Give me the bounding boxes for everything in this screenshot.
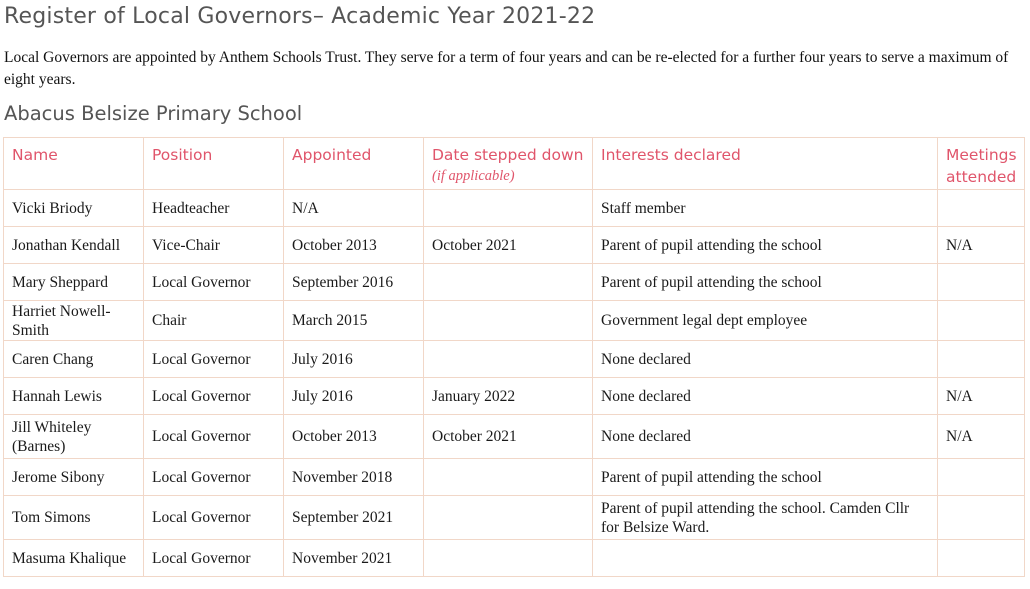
- cell-name: Jerome Sibony: [4, 459, 144, 496]
- table-row: [4, 264, 1025, 301]
- cell-appointed: July 2016: [284, 341, 424, 378]
- cell-meetings: [938, 459, 1025, 496]
- cell-position: Local Governor: [144, 415, 284, 459]
- table-header-row: [4, 138, 1025, 190]
- cell-stepped-down: [424, 540, 593, 577]
- table-row: [4, 341, 1025, 378]
- table-row: [4, 301, 1025, 341]
- cell-position: Local Governor: [144, 341, 284, 378]
- table-row: [4, 227, 1025, 264]
- header-name: Name: [4, 138, 144, 190]
- cell-appointed: November 2018: [284, 459, 424, 496]
- cell-stepped-down: October 2021: [424, 415, 593, 459]
- cell-interests: Staff member: [593, 190, 938, 227]
- cell-appointed: October 2013: [284, 227, 424, 264]
- cell-stepped-down: October 2021: [424, 227, 593, 264]
- cell-stepped-down: [424, 190, 593, 227]
- cell-name: Caren Chang: [4, 341, 144, 378]
- header-interests: Interests declared: [593, 138, 938, 190]
- header-stepped-down-label: Date stepped down: [432, 146, 584, 164]
- cell-appointed: November 2021: [284, 540, 424, 577]
- cell-appointed: July 2016: [284, 378, 424, 415]
- cell-appointed: September 2016: [284, 264, 424, 301]
- cell-meetings: [938, 341, 1025, 378]
- cell-position: Local Governor: [144, 540, 284, 577]
- table-row: [4, 190, 1025, 227]
- governors-table: [3, 137, 1025, 577]
- table-row: [4, 415, 1025, 459]
- cell-appointed: September 2021: [284, 496, 424, 540]
- header-stepped-down: [424, 138, 593, 190]
- cell-interests: None declared: [593, 341, 938, 378]
- cell-stepped-down: [424, 264, 593, 301]
- cell-interests: Government legal dept employee: [593, 301, 938, 341]
- school-heading: Abacus Belsize Primary School: [4, 102, 303, 125]
- cell-name: Hannah Lewis: [4, 378, 144, 415]
- cell-position: Chair: [144, 301, 284, 341]
- header-meetings: Meetings attended: [938, 138, 1025, 190]
- table-row: [4, 496, 1025, 540]
- page-title: Register of Local Governors– Academic Year 2021-22: [4, 4, 596, 29]
- cell-position: Vice-Chair: [144, 227, 284, 264]
- cell-interests: Parent of pupil attending the school. Camden Cllr for Belsize Ward.: [593, 496, 938, 540]
- header-appointed: Appointed: [284, 138, 424, 190]
- cell-interests: [593, 540, 938, 577]
- header-stepped-down-note: (if applicable): [432, 168, 515, 184]
- cell-name: Tom Simons: [4, 496, 144, 540]
- intro-paragraph: Local Governors are appointed by Anthem Schools Trust. They serve for a term of four years and can be re-elected for a further four years to serve a maximum of eight years.: [4, 49, 1009, 88]
- cell-stepped-down: [424, 301, 593, 341]
- cell-position: Local Governor: [144, 496, 284, 540]
- cell-name: Masuma Khalique: [4, 540, 144, 577]
- cell-name: Mary Sheppard: [4, 264, 144, 301]
- cell-name: Jill Whiteley (Barnes): [4, 415, 144, 459]
- cell-meetings: [938, 190, 1025, 227]
- cell-appointed: N/A: [284, 190, 424, 227]
- cell-interests: None declared: [593, 415, 938, 459]
- cell-meetings: [938, 540, 1025, 577]
- cell-stepped-down: [424, 496, 593, 540]
- cell-meetings: [938, 264, 1025, 301]
- cell-interests: Parent of pupil attending the school: [593, 264, 938, 301]
- cell-meetings: [938, 496, 1025, 540]
- header-position: Position: [144, 138, 284, 190]
- cell-position: Local Governor: [144, 459, 284, 496]
- cell-stepped-down: [424, 459, 593, 496]
- cell-name: Vicki Briody: [4, 190, 144, 227]
- table-row: [4, 540, 1025, 577]
- cell-position: Local Governor: [144, 378, 284, 415]
- cell-interests: Parent of pupil attending the school: [593, 459, 938, 496]
- cell-name: Jonathan Kendall: [4, 227, 144, 264]
- cell-name: Harriet Nowell-Smith: [4, 301, 144, 341]
- table-row: [4, 459, 1025, 496]
- cell-meetings: N/A: [938, 227, 1025, 264]
- cell-meetings: N/A: [938, 378, 1025, 415]
- cell-meetings: [938, 301, 1025, 341]
- cell-position: Local Governor: [144, 264, 284, 301]
- cell-interests: None declared: [593, 378, 938, 415]
- cell-stepped-down: [424, 341, 593, 378]
- cell-interests: Parent of pupil attending the school: [593, 227, 938, 264]
- cell-appointed: October 2013: [284, 415, 424, 459]
- table-row: [4, 378, 1025, 415]
- cell-position: Headteacher: [144, 190, 284, 227]
- cell-appointed: March 2015: [284, 301, 424, 341]
- cell-stepped-down: January 2022: [424, 378, 593, 415]
- cell-meetings: N/A: [938, 415, 1025, 459]
